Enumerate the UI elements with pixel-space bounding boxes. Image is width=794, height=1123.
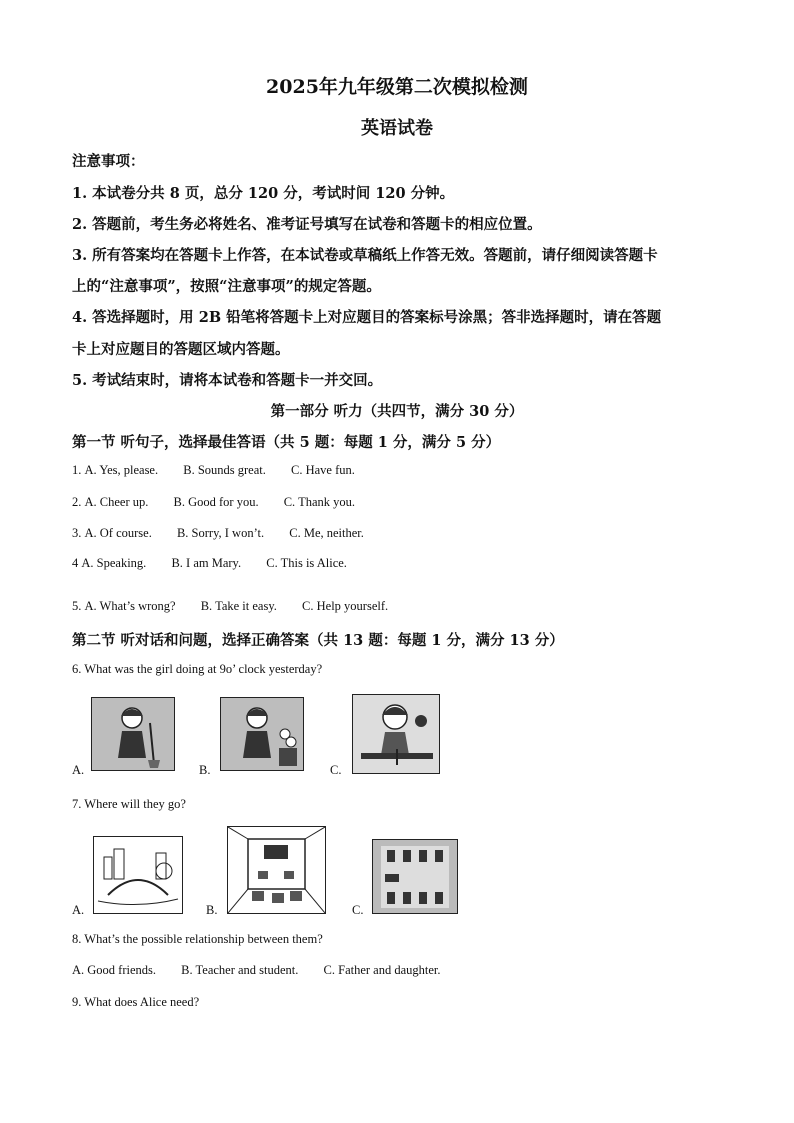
- page-title: 2025年九年级第二次模拟检测: [266, 76, 528, 98]
- question-5: [72, 599, 410, 614]
- question-number: 4: [72, 556, 79, 570]
- question-1: [72, 463, 377, 478]
- option-c: C. Help yourself.: [302, 599, 389, 613]
- note-item: 3. 所有答案均在答题卡上作答，在本试卷或草稿纸上作答无效。答题前，请仔细阅读答题卡: [72, 247, 658, 264]
- question-4: [72, 556, 369, 571]
- classroom-picture: [227, 826, 326, 914]
- option-c: C. Me, neither.: [289, 526, 364, 540]
- note-item: 4. 答选择题时，用 2B 铅笔将答题卡上对应题目的答案标号涂黑；答非选择题时，请在答题: [72, 309, 662, 326]
- note-item: 5. 考试结束时，请将本试卷和答题卡一并交回。: [72, 372, 383, 389]
- option-a: A. Cheer up.: [84, 495, 149, 509]
- option-b: B. Sounds great.: [183, 463, 266, 477]
- question-8: 8. What’s the possible relationship between them?: [72, 932, 323, 946]
- question-3: [72, 526, 386, 541]
- section1-heading: 第一节 听句子，选择最佳答语（共 5 题：每题 1 分，满分 5 分）: [72, 434, 501, 451]
- q7-label-c: C.: [352, 903, 364, 917]
- option-c: C. Thank you.: [283, 495, 355, 509]
- section2-heading: 第二节 听对话和问题，选择正确答案（共 13 题：每题 1 分，满分 13 分）: [72, 632, 564, 649]
- option-b: B. Sorry, I won’t.: [176, 526, 265, 540]
- q6-label-a: A.: [72, 763, 85, 777]
- question-number: 2.: [72, 495, 82, 509]
- option-a: A. Yes, please.: [84, 463, 159, 477]
- option-b: B. Take it easy.: [200, 599, 277, 613]
- question-number: 5.: [72, 599, 82, 613]
- girl-watering-flowers-picture: [220, 697, 304, 771]
- question-6: 6. What was the girl doing at 9o’ clock yesterday?: [72, 662, 323, 676]
- option-a: A. Good friends.: [72, 963, 157, 977]
- question-9: 9. What does Alice need?: [72, 995, 200, 1009]
- question-8-options: [72, 963, 463, 978]
- option-c: C. This is Alice.: [266, 556, 347, 570]
- question-2: [72, 495, 377, 510]
- q6-label-b: B.: [199, 763, 211, 777]
- question-7: 7. Where will they go?: [72, 797, 186, 811]
- note-item: 1. 本试卷分共 8 页，总分 120 分，考试时间 120 分钟。: [72, 185, 455, 202]
- option-b: B. I am Mary.: [171, 556, 242, 570]
- q6-label-c: C.: [330, 763, 342, 777]
- option-a: A. Of course.: [84, 526, 152, 540]
- option-b: B. Teacher and student.: [181, 963, 299, 977]
- note-item: 上的“注意事项”，按照“注意事项”的规定答题。: [72, 278, 381, 295]
- q7-label-a: A.: [72, 903, 85, 917]
- option-b: B. Good for you.: [173, 495, 259, 509]
- park-bridge-picture: [93, 836, 183, 914]
- note-item: 卡上对应题目的答题区域内答题。: [72, 341, 290, 358]
- option-c: C. Father and daughter.: [323, 963, 441, 977]
- question-number: 3.: [72, 526, 82, 540]
- note-item: 2. 答题前，考生务必将姓名、准考证号填写在试卷和答题卡的相应位置。: [72, 216, 542, 233]
- girl-playing-ping-pong-picture: [352, 694, 440, 774]
- option-a: A. Speaking.: [81, 556, 147, 570]
- notes-heading: 注意事项：: [72, 153, 145, 170]
- page-subtitle: 英语试卷: [361, 118, 433, 139]
- question-number: 1.: [72, 463, 82, 477]
- q7-label-b: B.: [206, 903, 218, 917]
- option-a: A. What’s wrong?: [84, 599, 176, 613]
- option-c: C. Have fun.: [291, 463, 355, 477]
- girl-sweeping-picture: [91, 697, 175, 771]
- part1-heading: 第一部分 听力（共四节，满分 30 分）: [270, 403, 524, 420]
- parking-lot-picture: [372, 839, 458, 914]
